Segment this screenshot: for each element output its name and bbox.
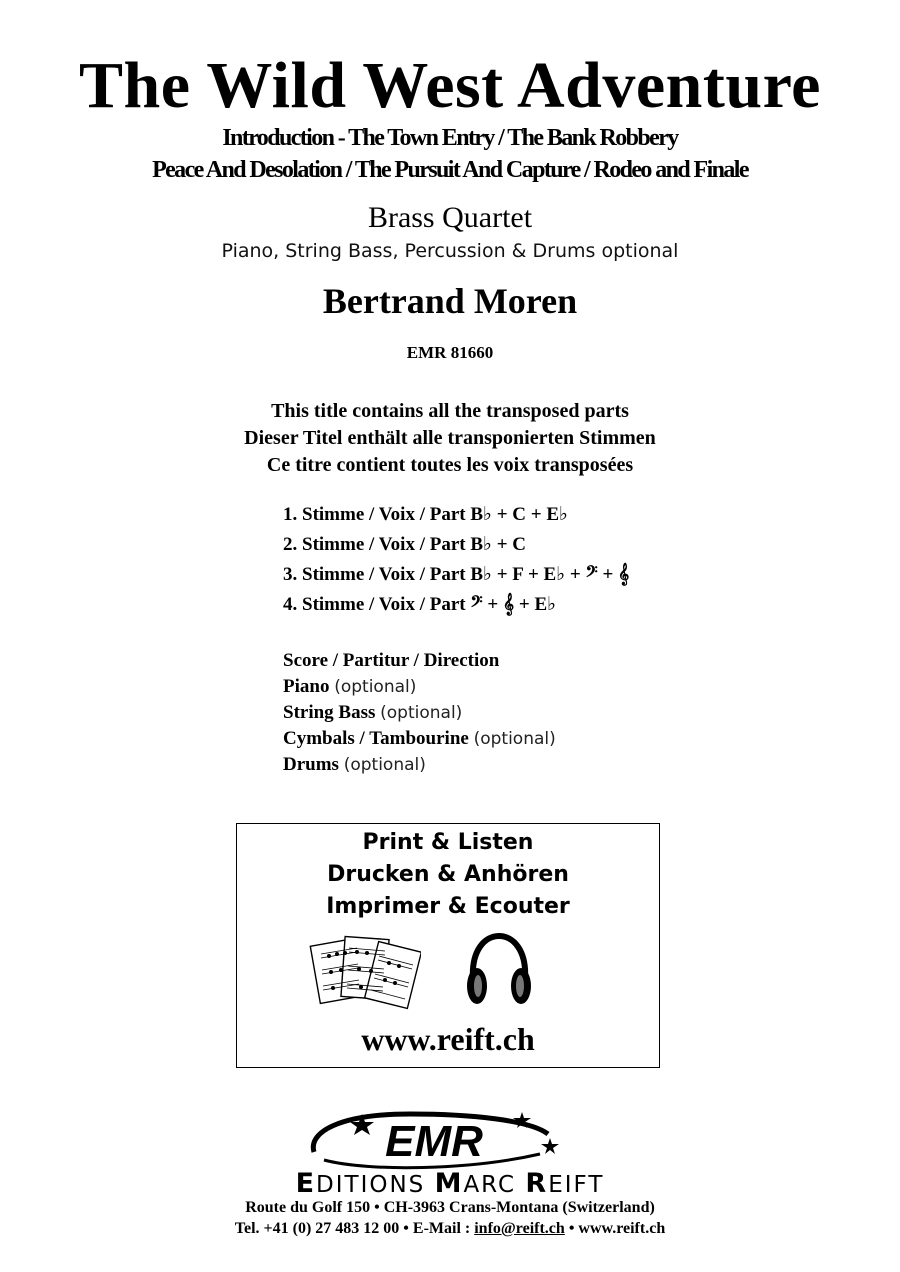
notice-line-en: This title contains all the transposed parts bbox=[271, 400, 629, 422]
print-listen-de: Drucken & Anhören bbox=[327, 862, 569, 887]
materials-list bbox=[283, 648, 556, 778]
material-score bbox=[283, 648, 556, 674]
material-name: Cymbals / Tambourine bbox=[283, 728, 469, 749]
publisher-name-ditions: DITIONS bbox=[316, 1172, 435, 1198]
emr-logo-icon bbox=[300, 1108, 560, 1174]
page-title: The Wild West Adventure bbox=[79, 49, 821, 122]
publisher-name-m: M bbox=[434, 1168, 464, 1199]
notice-line-de: Dieser Titel enthält alle transponierten Stimmen bbox=[244, 427, 656, 449]
headphones-icon bbox=[463, 930, 535, 1010]
print-listen-fr: Imprimer & Ecouter bbox=[326, 894, 570, 919]
material-note: (optional) bbox=[334, 677, 417, 697]
notice-line-fr: Ce titre contient toutes les voix transposées bbox=[266, 454, 634, 476]
optional-instruments: Piano, String Bass, Percussion & Drums optional bbox=[221, 240, 679, 262]
email-link[interactable]: info@reift.ch bbox=[474, 1220, 565, 1237]
ensemble: Brass Quartet bbox=[367, 201, 533, 234]
material-name: Score / Partitur / Direction bbox=[283, 650, 500, 671]
website-link[interactable]: www.reift.ch bbox=[361, 1021, 535, 1057]
material-note: (optional) bbox=[343, 755, 426, 775]
material-cymbals bbox=[283, 726, 556, 752]
material-piano bbox=[283, 674, 556, 700]
print-listen-box[interactable] bbox=[236, 823, 660, 1068]
material-name: Piano bbox=[283, 676, 330, 697]
material-drums bbox=[283, 752, 556, 778]
part-3: 3. Stimme / Voix / Part B♭ + F + E♭ + 𝄢 + 𝄞 bbox=[283, 564, 630, 585]
subtitle-line-1: Introduction - The Town Entry / The Bank Robbery bbox=[222, 125, 678, 151]
publisher-contact bbox=[0, 1219, 900, 1239]
subtitle-line-2: Peace And Desolation / The Pursuit And Capture / Rodeo and Finale bbox=[152, 157, 748, 183]
composer: Bertrand Moren bbox=[322, 281, 578, 321]
part-4: 4. Stimme / Voix / Part 𝄢 + 𝄞 + E♭ bbox=[283, 594, 557, 615]
material-note: (optional) bbox=[473, 729, 556, 749]
material-name: Drums bbox=[283, 754, 339, 775]
catalog-number: EMR 81660 bbox=[406, 343, 494, 362]
publisher-name-r: R bbox=[525, 1168, 549, 1199]
publisher-address: Route du Golf 150 • CH-3963 Crans-Montana (Switzerland) bbox=[245, 1199, 655, 1216]
material-note: (optional) bbox=[380, 703, 463, 723]
part-2: 2. Stimme / Voix / Part B♭ + C bbox=[283, 534, 527, 555]
publisher-name-e: E bbox=[295, 1168, 317, 1199]
contact-website: • www.reift.ch bbox=[564, 1220, 666, 1237]
logo-text: EMR bbox=[385, 1117, 483, 1166]
part-1: 1. Stimme / Voix / Part B♭ + C + E♭ bbox=[283, 504, 568, 525]
print-listen-en: Print & Listen bbox=[362, 830, 534, 855]
material-string-bass bbox=[283, 700, 556, 726]
publisher-name bbox=[0, 1170, 900, 1199]
publisher-name-arc: ARC bbox=[463, 1172, 526, 1198]
contact-phone: Tel. +41 (0) 27 483 12 00 • E-Mail : bbox=[234, 1220, 475, 1237]
sheet-music-icon bbox=[309, 932, 421, 1012]
publisher-name-eift: EIFT bbox=[548, 1172, 605, 1198]
parts-list bbox=[283, 500, 629, 620]
material-name: String Bass bbox=[283, 702, 376, 723]
